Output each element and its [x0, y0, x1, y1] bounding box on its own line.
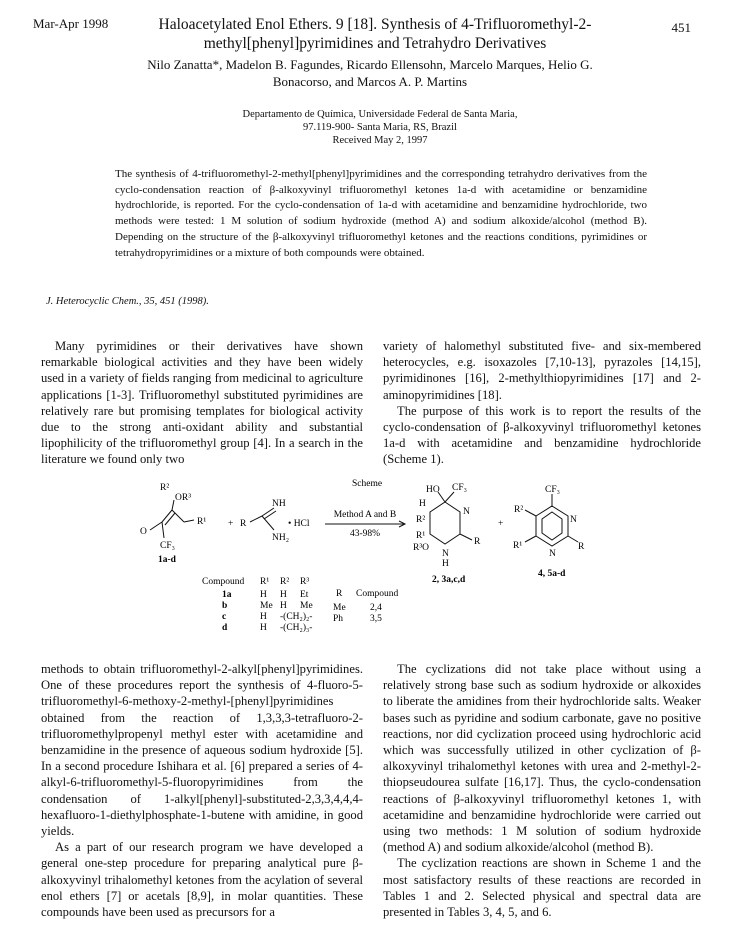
- hcl-label: • HCl: [288, 519, 310, 529]
- th-compound: Compound: [356, 589, 399, 599]
- label-n2-pyr: N: [549, 549, 556, 559]
- paragraph: variety of halomethyl substituted five- and six-membered heterocycles, e.g. isoxazoles [7,10-13], pyrazoles [14,15], pyrimidinones [16], 2-methylthiopyrimidines [17] and 2-aminopyrimidines [18].: [383, 339, 701, 402]
- affiliation-line-1: Departamento de Química, Universidade Federal de Santa Maria,: [242, 109, 518, 120]
- th-compound: Compound: [202, 577, 245, 587]
- plus-sign: +: [228, 519, 234, 529]
- th-r1: R¹: [260, 577, 270, 587]
- cell: Et: [300, 590, 309, 600]
- th-r3: R³: [300, 577, 310, 587]
- cell: 3,5: [370, 614, 382, 624]
- conditions-bottom: 43-98%: [349, 529, 381, 539]
- label-r2-thp: R²: [416, 515, 426, 525]
- cell: d: [222, 623, 228, 632]
- cell: Me: [300, 601, 313, 611]
- label-r2-pyr: R²: [514, 505, 524, 515]
- label-n-pyr: N: [570, 515, 577, 525]
- label-o: O: [140, 527, 147, 537]
- compound-3-label: 4, 5a-d: [538, 569, 566, 579]
- label-nh2: NH₂: [272, 533, 290, 543]
- paragraph: The cyclizations did not take place without using a relatively strong base such as sodium hydroxide or alkoxides to liberate the amidines from their hydrochloride salts. Weaker bases such as pyridine and sodium carbonate, gave no positive reactions, nor did cyclization proceed using hydrochloric acid which was successfully utilized in other cyclization of β-alkoxyvinyl trihalomethyl ketones with urea and 2-methyl-2-thiopseudourea sulfate [16,17]. Thus, the cyclo-condensation reactions of β-alkoxyvinyl trifluoromethyl ketones 1, with acetamidine and benzamidine hydrochloride were carried out using two methods: 1 M solution of sodium hydroxide (method A) and sodium alkoxide/alcohol (method B).: [383, 662, 701, 855]
- reaction-arrow: [325, 521, 405, 527]
- citation: J. Heterocyclic Chem., 35, 451 (1998).: [46, 296, 209, 307]
- compound-1-label: 1a-d: [158, 555, 176, 565]
- affiliation-line-2: 97.119-900- Santa Maria, RS, Brazil: [303, 122, 457, 133]
- label-r-thp: R: [474, 537, 481, 547]
- cell: Ph: [333, 614, 344, 624]
- label-n2: N: [442, 549, 449, 559]
- cell: -(CH₂)₂-: [280, 612, 313, 622]
- cell: 1a: [222, 590, 232, 600]
- label-r1: R¹: [197, 517, 207, 527]
- cell: H: [280, 590, 287, 600]
- label-r2: R²: [160, 483, 170, 493]
- conditions-top: Method A and B: [333, 510, 397, 520]
- cell: H: [260, 623, 267, 632]
- body-left-bottom: [41, 661, 363, 920]
- affiliation: [180, 108, 580, 147]
- substituent-table-1: [202, 577, 313, 632]
- label-n: N: [463, 507, 470, 517]
- header-date: Mar-Apr 1998: [33, 16, 109, 31]
- label-or3: OR³: [175, 493, 192, 503]
- authors: Nilo Zanatta*, Madelon B. Fagundes, Ricardo Ellensohn, Marcelo Marques, Helio G. Bonacorso, and Marcos A. P. Martins: [147, 57, 593, 89]
- paragraph: The cyclization reactions are shown in Scheme 1 and the most satisfactory results of these reactions are recorded in Tables 1 and 2. Selected physical and spectral data are presented in Tables 3, 4, 5, and 6.: [383, 856, 701, 920]
- cell: H: [260, 612, 267, 622]
- th-r: R: [336, 589, 343, 599]
- label-h2: H: [442, 559, 449, 569]
- abstract: The synthesis of 4-trifluoromethyl-2-methyl[phenyl]pyrimidines and the corresponding tetrahydro derivatives from the cyclo-condensation reaction of β-alkoxyvinyl trifluoromethyl ketones 1a-d with acetamidine or benzamidine hydrochloride, is reported. For the cyclo-condensation of 1a-d with acetamidine and benzamidine hydrochloride, two methods were tested: 1 M solution of sodium hydroxide (method A) and sodium alkoxide/alcohol (method B). Depending on the structure of the β-alkoxyvinyl trifluoromethyl ketones and the reactions conditions, pyrimidines or tetrahydropyrimidines or a mixture of both compounds were obtained.: [115, 168, 647, 259]
- body-left-top: [41, 338, 363, 468]
- cell: H: [280, 601, 287, 611]
- compound-2-label: 2, 3a,c,d: [432, 575, 466, 585]
- paragraph: The purpose of this work is to report the results of the cyclo-condensation of β-alkoxyvinyl trifluoromethyl ketones 1a-d with acetamidine and benzamidine hydrochloride (Scheme 1).: [383, 403, 701, 467]
- label-ho: HO: [426, 485, 440, 495]
- plus-sign-2: +: [498, 519, 504, 529]
- label-r: R: [240, 519, 247, 529]
- cell: c: [222, 612, 227, 622]
- received-date: Received May 2, 1997: [332, 135, 428, 146]
- page-number: 451: [671, 20, 691, 35]
- tetrahydropyrimidine-structure: [430, 492, 472, 544]
- paper-title: Haloacetylated Enol Ethers. 9 [18]. Synthesis of 4-Trifluoromethyl-2-methyl[phenyl]pyrimidines and Tetrahydro Derivatives: [158, 16, 592, 52]
- cell: 2,4: [370, 603, 382, 613]
- cell: -(CH₂)₃-: [280, 623, 313, 632]
- body-right-top: [383, 338, 701, 468]
- paragraph: methods to obtain trifluoromethyl-2-alkyl[phenyl]pyrimidines. One of these procedures report the synthesis of 4-fluoro-5-trifluoromethyl-6-methoxy-2-methyl-[phenyl]pyrimidines obtained from the reaction of 1,3,3,3-tetrafluoro-2-trifluoromethylpropenyl methyl ester with acetamidine and benzamidine in the presence of aqueous sodium hydroxide [5]. In a second procedure Ishihara et al. [6] prepared a series of 4-alkyl-6-trifluoromethyl-5-fluoropyrimidines from the condensation of 1-alkyl[phenyl]-substituted-2,3,3,4,4,4-hexafluoro-1-diethylphosphate-1-butene with amidine, in good yields.: [41, 662, 363, 839]
- label-r1-pyr: R¹: [513, 541, 523, 551]
- body-right-bottom: [383, 661, 701, 920]
- cell: Me: [260, 601, 273, 611]
- scheme-label: Scheme: [352, 479, 383, 489]
- label-nh: NH: [272, 499, 286, 509]
- paragraph: As a part of our research program we have developed a general one-step procedure for preparing analytical pure β-alkoxyvinyl trihalomethyl ketones from the acylation of several enol ethers [7] or acetals [8,9], in molar quantities. These compounds have been used as precursors for a: [41, 840, 363, 920]
- th-r2: R²: [280, 577, 290, 587]
- label-cf3-thp: CF₃: [452, 483, 467, 493]
- label-h: H: [419, 499, 426, 509]
- amidine-structure: [250, 508, 276, 530]
- cell: Me: [333, 603, 346, 613]
- paragraph: Many pyrimidines or their derivatives have shown remarkable biological activities and they have been widely used in a variety of fields ranging from medicinal to agriculture applications [1-3]. Trifluoromethyl substituted pyrimidines are relatively rare but promising templates for biological activity due to the strong anti-oxidant ability and substantial lipophilicity of the trifluoromethyl group [4]. In a search in the literature we found only two: [41, 339, 363, 467]
- label-r1-thp: R¹: [416, 531, 426, 541]
- label-r3o: R³O: [413, 543, 430, 553]
- enone-structure: [150, 500, 194, 538]
- cell: H: [260, 590, 267, 600]
- substituent-table-2: [333, 589, 398, 624]
- label-r-pyr: R: [578, 542, 585, 552]
- label-cf3-pyr: CF₃: [545, 485, 560, 495]
- label-cf3: CF₃: [160, 541, 175, 551]
- cell: b: [222, 601, 228, 611]
- reaction-scheme: [120, 472, 680, 632]
